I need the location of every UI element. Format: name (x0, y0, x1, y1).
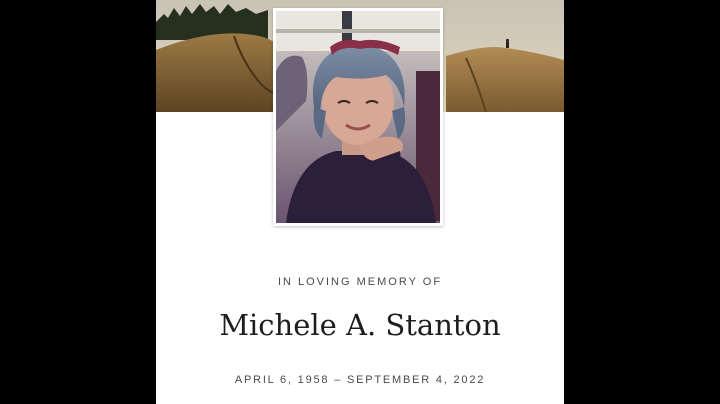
portrait-photo (273, 8, 443, 226)
memorial-card (156, 0, 564, 404)
deceased-name: Michele A. Stanton (219, 308, 501, 342)
life-dates: APRIL 6, 1958 – SEPTEMBER 4, 2022 (234, 374, 486, 386)
memory-label: IN LOVING MEMORY OF (277, 276, 443, 288)
